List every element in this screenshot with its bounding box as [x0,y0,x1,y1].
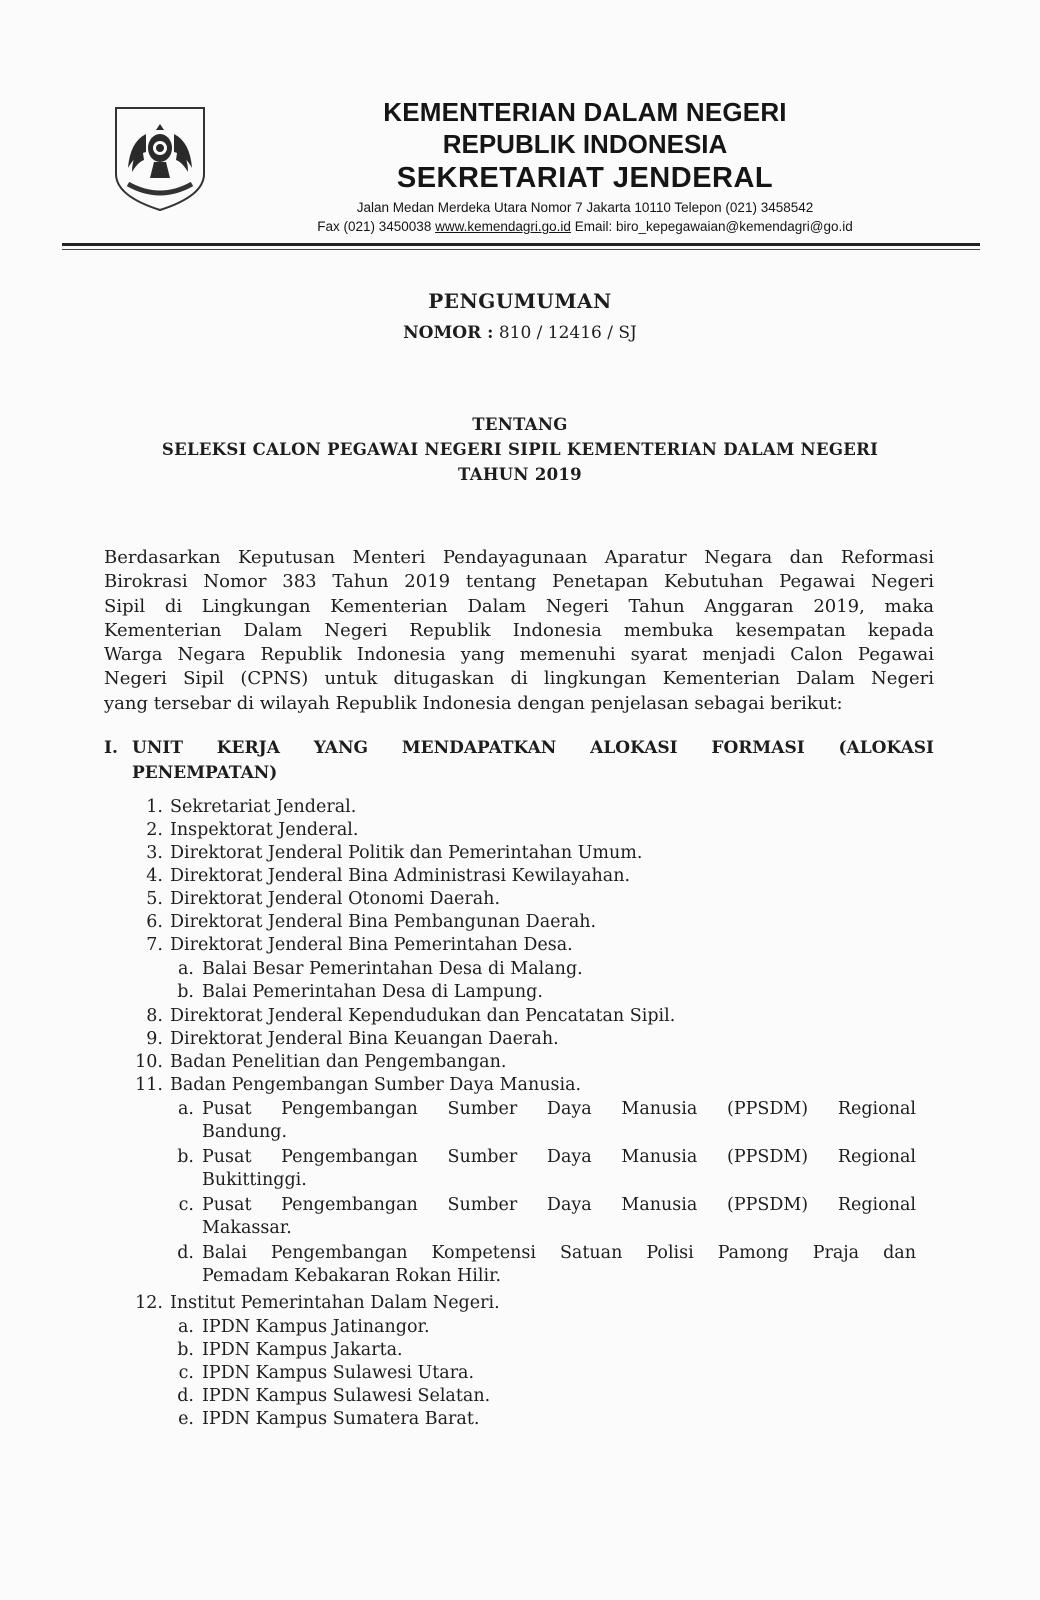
item-number: 11. [135,1075,163,1095]
item-text: IPDN Kampus Sulawesi Utara. [202,1363,475,1383]
item-letter: d. [177,1386,194,1406]
item-letter: a. [178,1099,194,1119]
item-text: Sekretariat Jenderal. [170,797,357,817]
item-number: 3. [146,843,163,863]
subject-line-1: TENTANG [472,415,568,434]
item-letter: b. [177,1340,194,1360]
item-text: Direktorat Jenderal Bina Keuangan Daerah. [170,1029,559,1049]
paragraph-line: yang tersebar di wilayah Republik Indonesia dengan penjelasan sebagai berikut: [104,692,843,714]
item-letter: c. [178,1195,194,1215]
email-text: Email: biro_kepegawaian@kemendagri@go.id [574,219,853,234]
paragraph-line: Warga Negara Republik Indonesia yang memenuhi syarat menjadi Calon Pegawai [104,644,934,666]
section-number: I. [104,738,118,758]
item-text-line-2: Bukittinggi. [202,1170,307,1190]
item-text-line-2: Makassar. [202,1218,292,1238]
item-text: IPDN Kampus Sulawesi Selatan. [202,1386,491,1406]
item-number: 5. [146,889,163,909]
website-link[interactable]: www.kemendagri.go.id [435,219,571,234]
item-number: 7. [146,935,163,955]
subject-line-2: SELEKSI CALON PEGAWAI NEGERI SIPIL KEMENTERIAN DALAM NEGERI [161,440,879,459]
item-text: Inspektorat Jenderal. [170,820,359,840]
item-number: 4. [146,866,163,886]
item-text-line-1: Pusat Pengembangan Sumber Daya Manusia (PPSDM) Regional [202,1195,916,1215]
ministry-name: KEMENTERIAN DALAM NEGERI [383,97,787,127]
item-text: Direktorat Jenderal Bina Pembangunan Daerah. [170,912,597,932]
address-line: Jalan Medan Merdeka Utara Nomor 7 Jakarta 10110 Telepon (021) 3458542 [356,200,814,215]
item-text: IPDN Kampus Sumatera Barat. [202,1409,480,1429]
item-text: Badan Pengembangan Sumber Daya Manusia. [170,1075,582,1095]
item-number: 10. [135,1052,163,1072]
item-text: Direktorat Jenderal Otonomi Daerah. [170,889,501,909]
item-letter: d. [177,1243,194,1263]
secretariat-name: SEKRETARIAT JENDERAL [396,162,774,194]
item-letter: e. [178,1409,194,1429]
item-text [202,1242,916,1288]
item-text: Balai Besar Pemerintahan Desa di Malang. [202,959,583,979]
item-text: Direktorat Jenderal Bina Administrasi Kewilayahan. [170,866,631,886]
item-text [202,1146,916,1192]
item-text-line-1: Pusat Pengembangan Sumber Daya Manusia (PPSDM) Regional [202,1147,916,1167]
item-text [202,1098,916,1144]
fax-number: Fax (021) 3450038 [317,219,432,234]
nomor-label: NOMOR : [403,323,494,343]
item-text-line-2: Pemadam Kebakaran Rokan Hilir. [202,1266,502,1286]
item-letter: a. [178,959,194,979]
item-text [202,1194,916,1240]
item-number: 2. [146,820,163,840]
section-title-line-1: UNIT KERJA YANG MENDAPATKAN ALOKASI FORMASI (ALOKASI [132,738,934,758]
item-letter: a. [178,1317,194,1337]
item-text: IPDN Kampus Jakarta. [202,1340,403,1360]
announcement-heading: PENGUMUMAN [428,289,612,313]
paragraph-line: Kementerian Dalam Negeri Republik Indonesia membuka kesempatan kepada [104,619,934,641]
item-text: Direktorat Jenderal Politik dan Pemerintahan Umum. [170,843,643,863]
item-number: 9. [146,1029,163,1049]
subject-line-3: TAHUN 2019 [458,465,582,484]
paragraph-line: Berdasarkan Keputusan Menteri Pendayagunaan Aparatur Negara dan Reformasi [104,547,934,568]
item-text-line-1: Balai Pengembangan Kompetensi Satuan Polisi Pamong Praja dan [202,1243,916,1263]
item-number: 6. [146,912,163,932]
section-title-line-2: PENEMPATAN) [132,763,278,783]
item-number: 8. [146,1006,163,1026]
paragraph-line: Sipil di Lingkungan Kementerian Dalam Negeri Tahun Anggaran 2019, maka [104,595,934,617]
item-text: Direktorat Jenderal Kependudukan dan Pencatatan Sipil. [170,1006,676,1026]
item-letter: b. [177,1147,194,1167]
paragraph-line: Negeri Sipil (CPNS) untuk ditugaskan di lingkungan Kementerian Dalam Negeri [104,668,934,690]
item-text-line-1: Pusat Pengembangan Sumber Daya Manusia (PPSDM) Regional [202,1099,916,1119]
country-name: REPUBLIK INDONESIA [442,129,728,159]
item-letter: c. [178,1363,194,1383]
nomor-value: 810 / 12416 / SJ [498,323,637,343]
item-number: 12. [135,1293,163,1313]
item-text: Balai Pemerintahan Desa di Lampung. [202,982,543,1002]
item-letter: b. [177,982,194,1002]
item-text: Badan Penelitian dan Pengembangan. [170,1052,507,1072]
item-text: Direktorat Jenderal Bina Pemerintahan Desa. [170,935,573,955]
item-text-line-2: Bandung. [202,1122,288,1142]
item-text: IPDN Kampus Jatinangor. [202,1317,430,1337]
item-text: Institut Pemerintahan Dalam Negeri. [170,1293,500,1313]
item-number: 1. [146,797,163,817]
paragraph-line: Birokrasi Nomor 383 Tahun 2019 tentang Penetapan Kebutuhan Pegawai Negeri [104,571,934,593]
